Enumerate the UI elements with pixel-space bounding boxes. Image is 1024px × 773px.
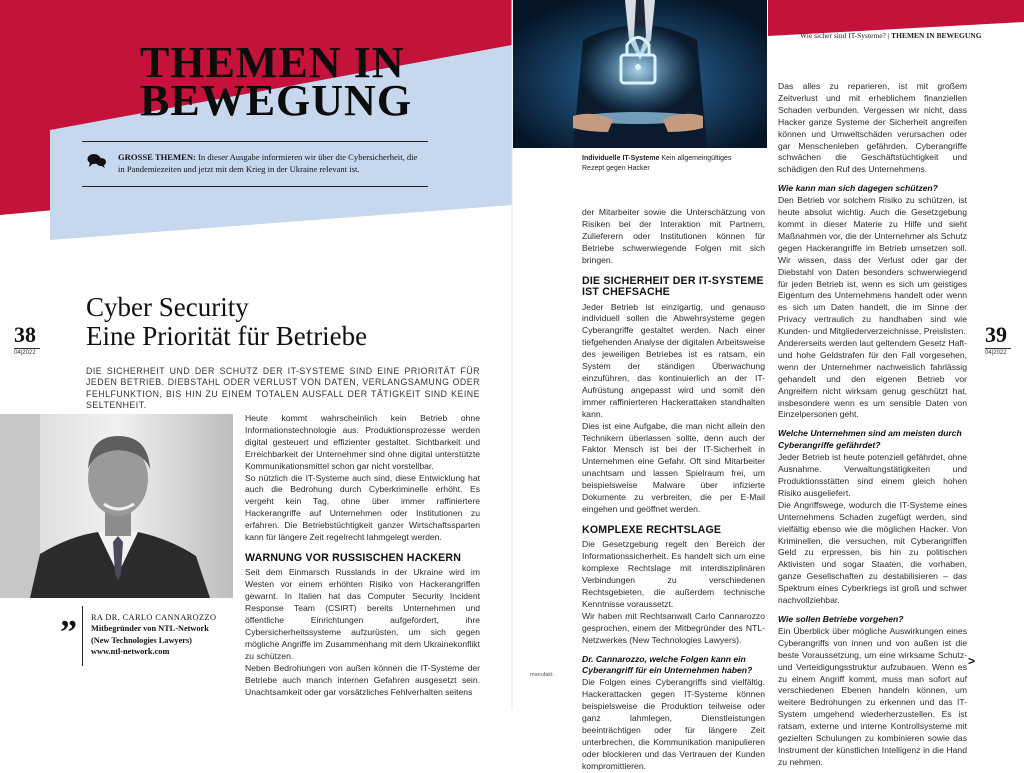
interview-question: Welche Unternehmen sind am meisten durch Cyberangriffe gefährdet? <box>778 428 962 451</box>
intro-body: In dieser Ausgabe informieren wir über die Cybersicherheit, die in Pandemiezeiten und jetzt mit dem Krieg in der Ukraine relevant ist. <box>118 152 418 174</box>
subheading: WARNUNG VOR RUSSISCHEN HACKERN <box>245 551 462 564</box>
author-name: RA DR. CARLO CANNAROZZO <box>91 613 217 622</box>
footer-brand: manufakt <box>530 672 553 678</box>
paragraph: Andererseits werden laut geltendem Gesetz Haft- und hohe Geldstrafen für den Fall vorgesehen, wenn der Unternehmer nachweislich fahrlässig gehandelt und den eigenen Betrieb vor Angreifern nicht wirksam genug geschützt hat, insbesondere wenn es um sensible Daten von Einzelpersonen geht. <box>778 338 967 420</box>
intro-text <box>118 151 423 175</box>
article-lead: DIE SICHERHEIT UND DER SCHUTZ DER IT-SYSTEME SIND EINE PRIORITÄT FÜR JEDEN BETRIEB. DIEBSTAHL ODER VERLUST VON DATEN, VERLANGSAMUNG ODER FEHLFUNKTION, BIS HIN ZU EINEM TOTALEN AUSFALL DER TÄTIGKEIT SIND KEINE SELTENHEIT. <box>86 366 480 410</box>
author-role: Mitbegründer von NTL-Network <box>91 624 209 634</box>
header-topic: Wie sicher sind IT-Systeme? <box>800 31 886 40</box>
continue-arrow-icon[interactable]: > <box>968 654 976 668</box>
page-number-right <box>985 322 1011 356</box>
speech-bubble-icon <box>87 153 107 174</box>
paragraph: Neben Bedrohungen von außen können die IT-Systeme der Betriebe auch manch internen Gefahren ausgesetzt sein. Unachtsamkeit oder gar vorsätzliches Fehlverhalten seitens <box>245 662 480 697</box>
author-portrait <box>0 414 233 598</box>
page-number: 38 <box>14 322 36 347</box>
paragraph: Die Angriffswege, wodurch die IT-Systeme eines Unternehmens Schaden zugefügt werden, sind vielfältig ebenso wie die möglichen Hacker. Von Kriminellen, die versuchen, mit Cyberangriffen Geld zu erpressen, bis hin zu politischen Aktivisten und sogar Staaten, die vorhaben, ganze Gesellschaften zu destabilisieren – das Spektrum eines Cyberkriegs ist groß und schwer nachvollziehbar. <box>778 499 967 606</box>
paragraph: So nützlich die IT-Systeme auch sind, diese Entwicklung hat auch die Bedrohung durch Cyberkriminelle erhöht. Es vergeht kein Tag, ohne über immer raffiniertere Hackerangriffe auf Unternehmen oder Institutionen zu erfahren. Die Betriebstüchtigkeit ganzer Wirtschaftssparten kann für längere Zeit regelrecht lahmgelegt werden. <box>245 472 480 543</box>
paragraph: Seit dem Einmarsch Russlands in der Ukraine wird im Westen vor einem erhöhten Risiko von Hackerangriffen gewarnt. In Italien hat das Computer Security Incident Response Team (CSIRT) bereits Unternehmen und öffentliche Einrichtungen aufgefordert, ihre Cybersicherheitssysteme aufzurüsten, um sich gegen mögliche Angriffe im Zusammenhang mit dem Ukrainekonflikt zu schützen. <box>245 567 480 661</box>
running-header <box>800 31 982 40</box>
page-number-left <box>14 322 40 356</box>
paragraph: Die Gesetzgebung regelt den Bereich der Informationssicherheit. Es handelt sich um eine komplexe Rechtslage mit interdisziplinären Verbindungen zu verschiedenen Rechtsgebieten, die außerdem technische Kenntnisse voraussetzt. <box>582 539 765 609</box>
article-title-line1: Cyber Security <box>86 292 249 322</box>
paragraph: Heute kommt wahrscheinlich kein Betrieb ohne Informationstechnologie aus. Produktionsprozesse werden digital gesteuert und effizienter gestaltet. Sichtbarkeit und Erreichbarkeit der Unternehmer sind ohne digital unterstützte Kommunikationsmittel schon gar nicht vorstellbar. <box>245 413 480 471</box>
paragraph: Die Folgen eines Cyberangriffs sind vielfältig. Hackerattacken gegen IT-Systeme können beispielsweise die Produktion teilweise oder ganz lahmlegen, Dienstleistungen beeinträchtigen oder für längere Zeit unterbrechen, die Kommunikation manipulieren oder blockieren und das Vertrauen der Kunden kompromittieren. <box>582 677 765 771</box>
section-title-line1: THEMEN IN <box>140 38 405 87</box>
cyber-lock-photo <box>513 0 767 148</box>
article-title <box>86 293 367 351</box>
header-separator: | <box>885 31 892 40</box>
column-3 <box>778 81 967 769</box>
issue-date: 04|2022 <box>985 348 1011 356</box>
paragraph: Den Betrieb vor solchem Risiko zu schützen, ist heute absolut wichtig. Auch die Gesetzgebung kommt in dieser Materie zu Hilfe und sieht Maßnahmen vor, die der Unternehmer als Schutz gegen Hackerangriffe im Betrieb umsetzen soll. Wir wissen, dass der Verlust oder gar der Diebstahl von Daten besonders schwerwiegend für jeden Betrieb ist, wenn es sich um geistiges Eigentum des Unternehmens handelt oder wenn es sich um Daten handelt, die im Sinne der Privacy vertraulich zu handhaben sind wie Kunden- und Mitgliederverzeichnisse, Preislisten. <box>778 195 967 337</box>
interview-question: Wie sollen Betriebe vorgehen? <box>778 613 904 624</box>
paragraph: Ein Überblick über mögliche Auswirkungen eines Cyberangriffs von innen und von außen ist die beste Voraussetzung, um eine wirksame Schutz- und Verteidigungsstruktur aufzubauen. Wenn es zu einem Angriff kommt, muss man sofort auf verschiedenen Ebenen handeln können, um weitere Bedrohungen zu erkennen und das IT-System umgehend wiederherzustellen. Es ist ratsam, externe und interne Kontrollsysteme mit gezielten Schulungen zu kombinieren sowie das Instrument der künstlichen Intelligenz in die Hand zu nehmen. <box>778 625 967 767</box>
page-number: 39 <box>985 322 1007 347</box>
paragraph: Jeder Betrieb ist heute potenziell gefährdet, ohne Ausnahme. Verwaltungstätigkeiten und Produktionsstätten sind einem gleich hohen Risiko ausgeliefert. <box>778 452 967 498</box>
caption-bold: Individuelle IT-Systeme <box>582 155 660 162</box>
paragraph: Dies ist eine Aufgabe, die man nicht allein den Technikern überlassen sollte, denn auch der Faktor Mensch ist bei der IT-Sicherheit in Unternehmen eine Gefahr. Oft sind Mitarbeiter unachtsam und lassen Spielraum frei, um beispielsweise Malware über infizierte Dokumente zu verbreiten, die per E-Mail eingehen und geöffnet werden. <box>582 420 765 514</box>
intro-label: GROSSE THEMEN: <box>118 152 196 162</box>
column-2 <box>582 207 765 773</box>
subheading: DIE SICHERHEIT DER IT-SYSTEME IST CHEFSACHE <box>582 274 764 299</box>
photo-caption <box>582 154 732 173</box>
interview-question: Wie kann man sich dagegen schützen? <box>778 183 938 194</box>
paragraph: Jeder Betrieb ist einzigartig, und genauso individuell sollen die Abwehrsysteme gegen Cyberangriffe gestaltet werden. Nach einer tiefgehenden Analyse der digitalen Arbeitsweise des jeweiligen Betriebes ist es ratsam, ein System der ständigen Überwachung einzuführen, das kontinuierlich an der IT-Aufrüstung angepasst wird und somit den immer raffinierteren Hackerattaken standhalten kann. <box>582 301 765 419</box>
section-title <box>140 38 413 125</box>
article-title-line2: Eine Priorität für Betriebe <box>86 321 368 351</box>
header-section: THEMEN IN BEWEGUNG <box>891 31 982 40</box>
quote-mark-icon: ” <box>60 614 77 651</box>
author-website[interactable]: www.ntl-network.com <box>91 646 170 656</box>
subheading: KOMPLEXE RECHTSLAGE <box>582 523 722 536</box>
paragraph: Wir haben mit Rechtsanwalt Carlo Cannarozzo gesprochen, einem der Mitbegründer des NTL-Netzwerkes (New Technologies Lawyers). <box>582 610 765 645</box>
interview-question: Dr. Cannarozzo, welche Folgen kann ein Cyberangriff für ein Unternehmen haben? <box>582 653 753 676</box>
author-info <box>91 612 216 657</box>
paragraph: Das alles zu reparieren, ist mit großem Zeitverlust und mit erheblichem finanziellen Schaden verbunden. Vergessen wir nicht, dass Hacker ganze Systeme der Sicherheit angreifen können und Umweltschäden verursachen oder gar Menschenleben gefährden. Cyberangriffe schwächen die Geschäftstüchtigkeit und schädigen den Ruf des Unternehmens. <box>778 81 967 175</box>
section-title-line2: BEWEGUNG <box>140 76 413 125</box>
caption-text: Kein allgemeingültiges Rezept gegen Hacker <box>582 155 732 172</box>
author-org: (New Technologies Lawyers) <box>91 635 192 645</box>
column-1 <box>245 413 480 698</box>
paragraph: der Mitarbeiter sowie die Unterschätzung von Risiken bei der Interaktion mit Partnern, Zulieferern oder Institutionen können für Betriebe schwerwiegende Folgen mit sich bringen. <box>582 207 765 265</box>
issue-date: 04|2022 <box>14 348 40 356</box>
